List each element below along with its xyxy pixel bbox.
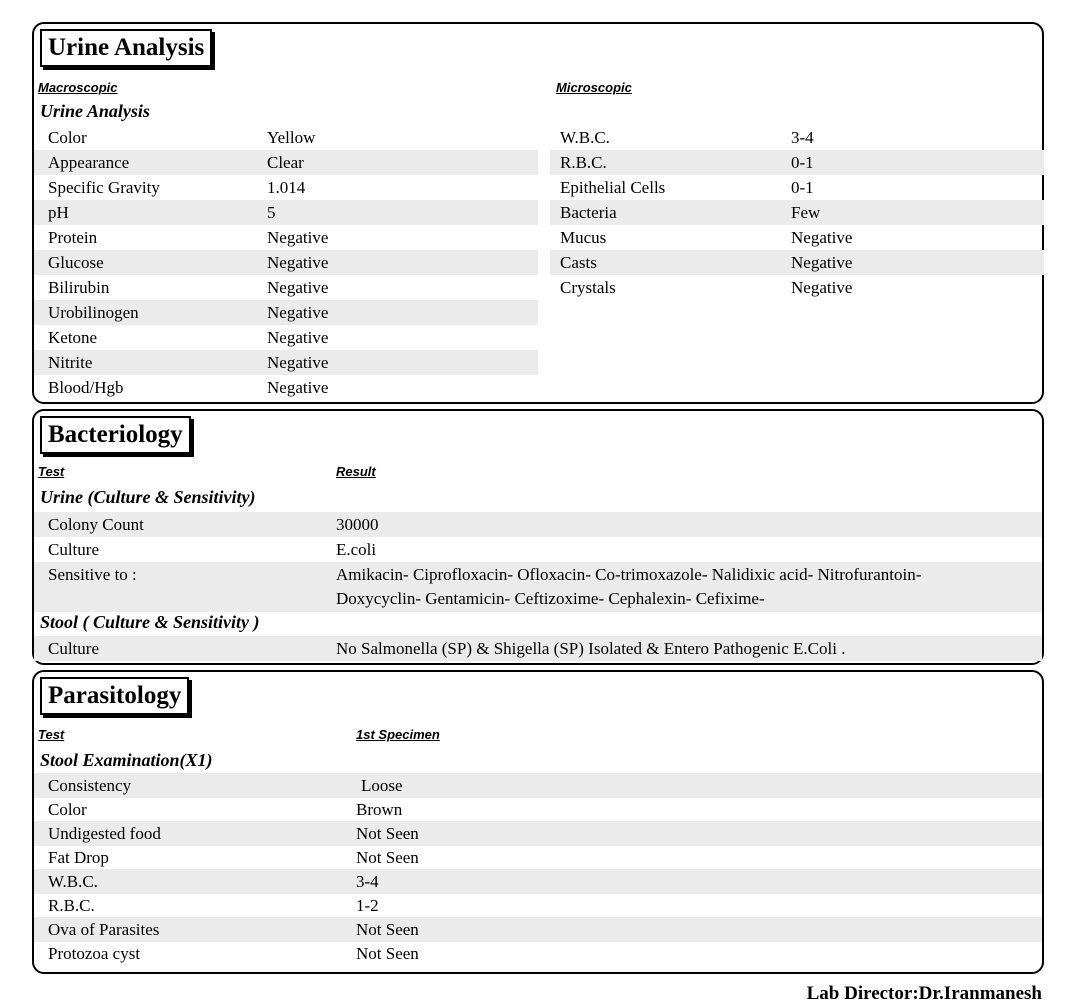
- micro-row: [550, 125, 1044, 150]
- macro-row: [34, 300, 538, 325]
- stool-exam-label: W.B.C.: [48, 872, 98, 891]
- stool-exam-value: Not Seen: [356, 920, 419, 939]
- parasitology-panel: [32, 670, 1044, 974]
- micro-label: W.B.C.: [560, 128, 610, 147]
- stool-exam-value: 3-4: [356, 872, 379, 891]
- micro-value: 3-4: [791, 128, 814, 147]
- test-header: Test: [38, 464, 65, 479]
- macro-value: Negative: [267, 278, 329, 297]
- micro-value: Few: [791, 203, 821, 222]
- urine-analysis-panel: [32, 22, 1044, 404]
- macro-label: Specific Gravity: [48, 178, 160, 197]
- macro-label: Urobilinogen: [48, 303, 139, 322]
- micro-label: R.B.C.: [560, 153, 607, 172]
- macroscopic-header: Macroscopic: [38, 80, 118, 95]
- stool-exam-label: Consistency: [48, 776, 132, 795]
- macro-row: [34, 225, 538, 250]
- macro-row: [34, 325, 538, 350]
- stool-culture-value: No Salmonella (SP) & Shigella (SP) Isolated & Entero Pathogenic E.Coli .: [336, 639, 846, 658]
- stool-exam-value: Loose: [361, 776, 403, 795]
- micro-row: [550, 200, 1044, 225]
- macro-value: Yellow: [267, 128, 316, 147]
- urine-analysis-title: Urine Analysis: [40, 29, 212, 67]
- stool-exam-row: [34, 821, 1042, 846]
- stool-exam-label: Fat Drop: [48, 848, 109, 867]
- stool-exam-row: [34, 893, 1042, 918]
- macro-value: Negative: [267, 378, 329, 397]
- colony-count-value: 30000: [336, 515, 379, 534]
- micro-row: [550, 250, 1044, 275]
- micro-label: Casts: [560, 253, 597, 272]
- stool-exam-row: [34, 845, 1042, 870]
- micro-value: 0-1: [791, 178, 814, 197]
- culture-value: E.coli: [336, 540, 377, 559]
- sensitive-value: [336, 563, 921, 611]
- macro-row: [34, 200, 538, 225]
- micro-value: 0-1: [791, 153, 814, 172]
- stool-exam-value: Not Seen: [356, 824, 419, 843]
- urine-culture-group-title: Urine (Culture & Sensitivity): [40, 487, 256, 507]
- macro-row: [34, 175, 538, 200]
- stool-exam-value: 1-2: [356, 896, 379, 915]
- macro-value: Negative: [267, 303, 329, 322]
- colony-count-label: Colony Count: [48, 515, 144, 534]
- colony-count-row: [34, 512, 1042, 537]
- urine-analysis-group-title: Urine Analysis: [40, 101, 150, 121]
- sensitive-label: Sensitive to :: [48, 565, 137, 584]
- stool-examination-group-title: Stool Examination(X1): [40, 750, 213, 770]
- culture-label: Culture: [48, 540, 99, 559]
- macro-label: Color: [48, 128, 87, 147]
- macro-row: [34, 250, 538, 275]
- micro-label: Mucus: [560, 228, 607, 247]
- bacteriology-title: Bacteriology: [40, 416, 191, 454]
- macro-value: Negative: [267, 253, 329, 272]
- culture-row: [34, 537, 1042, 562]
- micro-row: [550, 175, 1044, 200]
- micro-value: Negative: [791, 228, 853, 247]
- micro-label: Bacteria: [560, 203, 617, 222]
- macro-row: [34, 350, 538, 375]
- macro-row: [34, 375, 538, 400]
- sensitive-line-2: Doxycyclin- Gentamicin- Ceftizoxime- Cephalexin- Cefixime-: [336, 589, 765, 608]
- micro-value: Negative: [791, 253, 853, 272]
- microscopic-header: Microscopic: [556, 80, 632, 95]
- stool-exam-label: Protozoa cyst: [48, 944, 141, 963]
- parasitology-title: Parasitology: [40, 677, 189, 715]
- stool-culture-row: [34, 636, 1042, 661]
- macro-label: Nitrite: [48, 353, 93, 372]
- test-header: Test: [38, 727, 65, 742]
- macro-value: 1.014: [267, 178, 306, 197]
- result-header: Result: [336, 464, 376, 479]
- stool-exam-label: Color: [48, 800, 87, 819]
- macro-label: Ketone: [48, 328, 98, 347]
- micro-value: Negative: [791, 278, 853, 297]
- stool-exam-label: Ova of Parasites: [48, 920, 160, 939]
- bacteriology-panel: [32, 409, 1044, 665]
- stool-culture-label: Culture: [48, 639, 99, 658]
- macro-value: Negative: [267, 328, 329, 347]
- micro-row: [550, 275, 1044, 300]
- macro-label: Protein: [48, 228, 98, 247]
- stool-exam-value: Brown: [356, 800, 403, 819]
- macro-value: 5: [267, 203, 276, 222]
- macro-value: Negative: [267, 228, 329, 247]
- sensitive-line-1: Amikacin- Ciprofloxacin- Ofloxacin- Co-trimoxazole- Nalidixic acid- Nitrofurantoin-: [336, 565, 922, 584]
- macro-row: [34, 125, 538, 150]
- stool-culture-group-title: Stool ( Culture & Sensitivity ): [40, 612, 260, 632]
- macro-label: Appearance: [48, 153, 130, 172]
- stool-exam-row: [34, 941, 1042, 966]
- stool-exam-row: [34, 917, 1042, 942]
- sensitive-row: [34, 562, 1042, 612]
- macro-value: Clear: [267, 153, 304, 172]
- stool-exam-value: Not Seen: [356, 848, 419, 867]
- stool-exam-label: R.B.C.: [48, 896, 95, 915]
- stool-exam-row: [34, 797, 1042, 822]
- macro-label: pH: [48, 203, 69, 222]
- stool-exam-row: [34, 773, 1042, 798]
- micro-label: Epithelial Cells: [560, 178, 666, 197]
- stool-exam-label: Undigested food: [48, 824, 161, 843]
- lab-director-signature: Lab Director:Dr.Iranmanesh: [806, 983, 1042, 1004]
- macro-row: [34, 275, 538, 300]
- stool-exam-row: [34, 869, 1042, 894]
- stool-exam-value: Not Seen: [356, 944, 419, 963]
- specimen-header: 1st Specimen: [356, 727, 440, 742]
- macro-label: Bilirubin: [48, 278, 110, 297]
- macro-value: Negative: [267, 353, 329, 372]
- macro-label: Glucose: [48, 253, 104, 272]
- macro-row: [34, 150, 538, 175]
- micro-label: Crystals: [560, 278, 616, 297]
- micro-row: [550, 225, 1044, 250]
- macro-label: Blood/Hgb: [48, 378, 124, 397]
- micro-row: [550, 150, 1044, 175]
